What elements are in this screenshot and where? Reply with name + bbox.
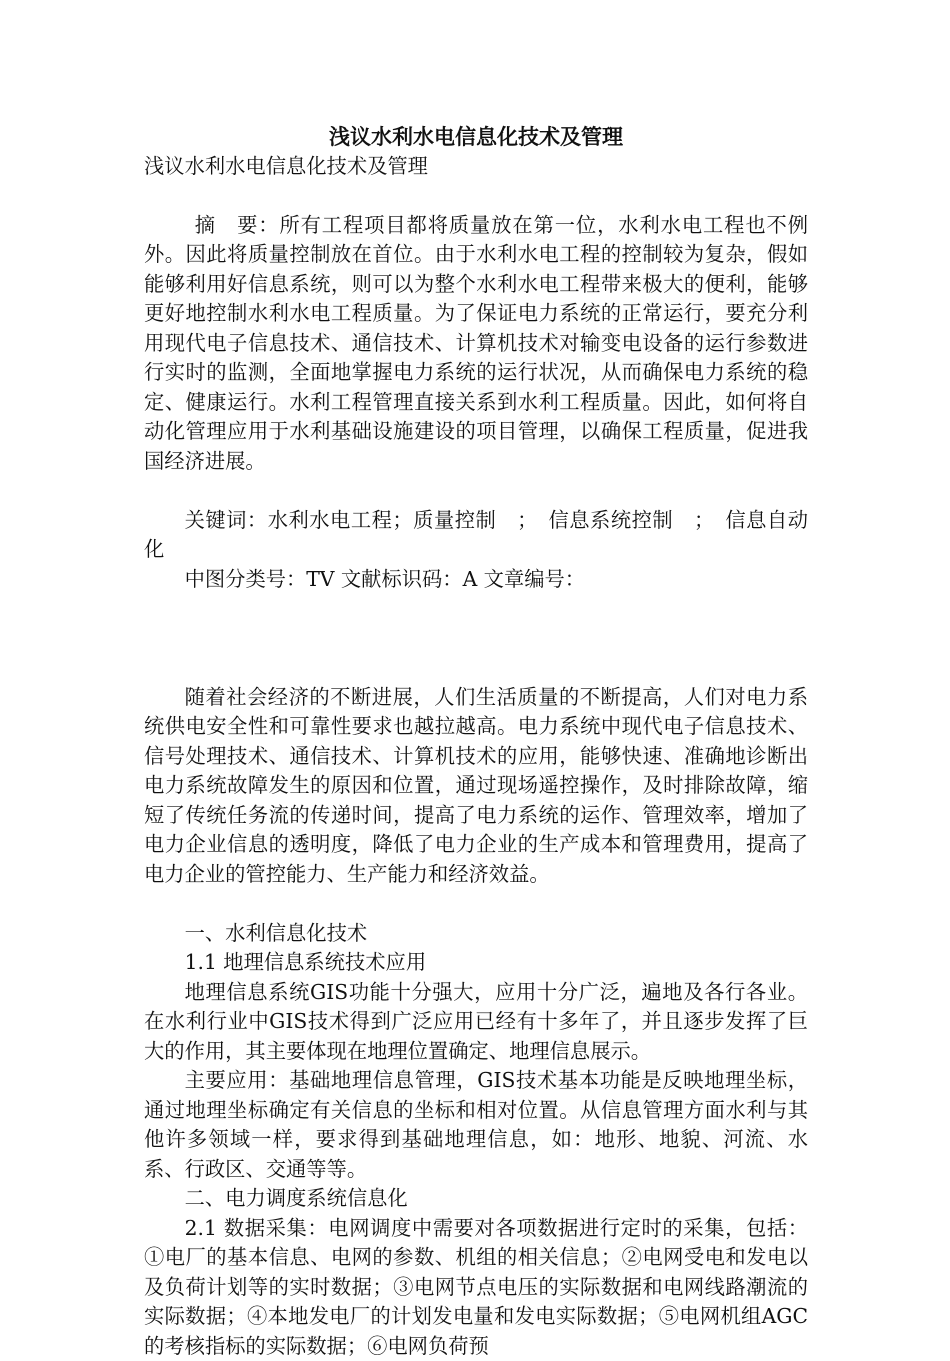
spacer <box>144 889 808 919</box>
intro-paragraph: 随着社会经济的不断进展，人们生活质量的不断提高，人们对电力系统供电安全性和可靠性要求也越拉越高。电力系统中现代电子信息技术、信号处理技术、通信技术、计算机技术的应用，能够快速、准确地诊断出电力系统故障发生的原因和位置，通过现场遥控操作，及时排除故障，缩短了传统任务流的传递时间，提高了电力系统的运作、管理效率，增加了电力企业信息的透明度，降低了电力企业的生产成本和管理费用，提高了电力企业的管控能力、生产能力和经济效益。 <box>144 683 808 890</box>
abstract-paragraph: 摘 要：所有工程项目都将质量放在第一位，水利水电工程也不例外。因此将质量控制放在首位。由于水利水电工程的控制较为复杂，假如能够利用好信息系统，则可以为整个水利水电工程带来极大的便利，能够更好地控制水利水电工程质量。为了保证电力系统的正常运行，要充分利用现代电子信息技术、通信技术、计算机技术对输变电设备的运行参数进行实时的监测，全面地掌握电力系统的运行状况，从而确保电力系统的稳定、健康运行。水利工程管理直接关系到水利工程质量。因此，如何将自动化管理应用于水利基础设施建设的项目管理，以确保工程质量，促进我国经济进展。 <box>144 211 808 477</box>
classification-line: 中图分类号：TV 文献标识码：A 文章编号： <box>144 565 808 595</box>
keywords-paragraph: 关键词：水利水电工程；质量控制 ； 信息系统控制 ； 信息自动化 <box>144 506 808 565</box>
gis-application-paragraph: 主要应用：基础地理信息管理，GIS技术基本功能是反映地理坐标，通过地理坐标确定有关信息的坐标和相对位置。从信息管理方面水利与其他许多领域一样，要求得到基础地理信息，如：地形、地貌、河流、水系、行政区、交通等等。 <box>144 1066 808 1184</box>
data-collection-paragraph: 2.1 数据采集：电网调度中需要对各项数据进行定时的采集，包括：①电厂的基本信息、电网的参数、机组的相关信息；②电网受电和发电以及负荷计划等的实时数据；③电网节点电压的实际数据和电网线路潮流的实际数据；④本地发电厂的计划发电量和发电实际数据；⑤电网机组AGC的考核指标的实际数据；⑥电网负荷预 <box>144 1214 808 1361</box>
subsection-heading-1-1: 1.1 地理信息系统技术应用 <box>144 948 808 978</box>
document-title: 浅议水利水电信息化技术及管理 <box>144 122 808 152</box>
section-heading-2: 二、电力调度系统信息化 <box>144 1184 808 1214</box>
spacer <box>144 181 808 211</box>
spacer <box>144 594 808 683</box>
document-subtitle: 浅议水利水电信息化技术及管理 <box>144 152 808 182</box>
document-body <box>144 122 808 1361</box>
spacer <box>144 476 808 506</box>
section-heading-1: 一、水利信息化技术 <box>144 919 808 949</box>
gis-paragraph: 地理信息系统GIS功能十分强大，应用十分广泛，遍地及各行各业。在水利行业中GIS技术得到广泛应用已经有十多年了，并且逐步发挥了巨大的作用，其主要体现在地理位置确定、地理信息展示。 <box>144 978 808 1067</box>
